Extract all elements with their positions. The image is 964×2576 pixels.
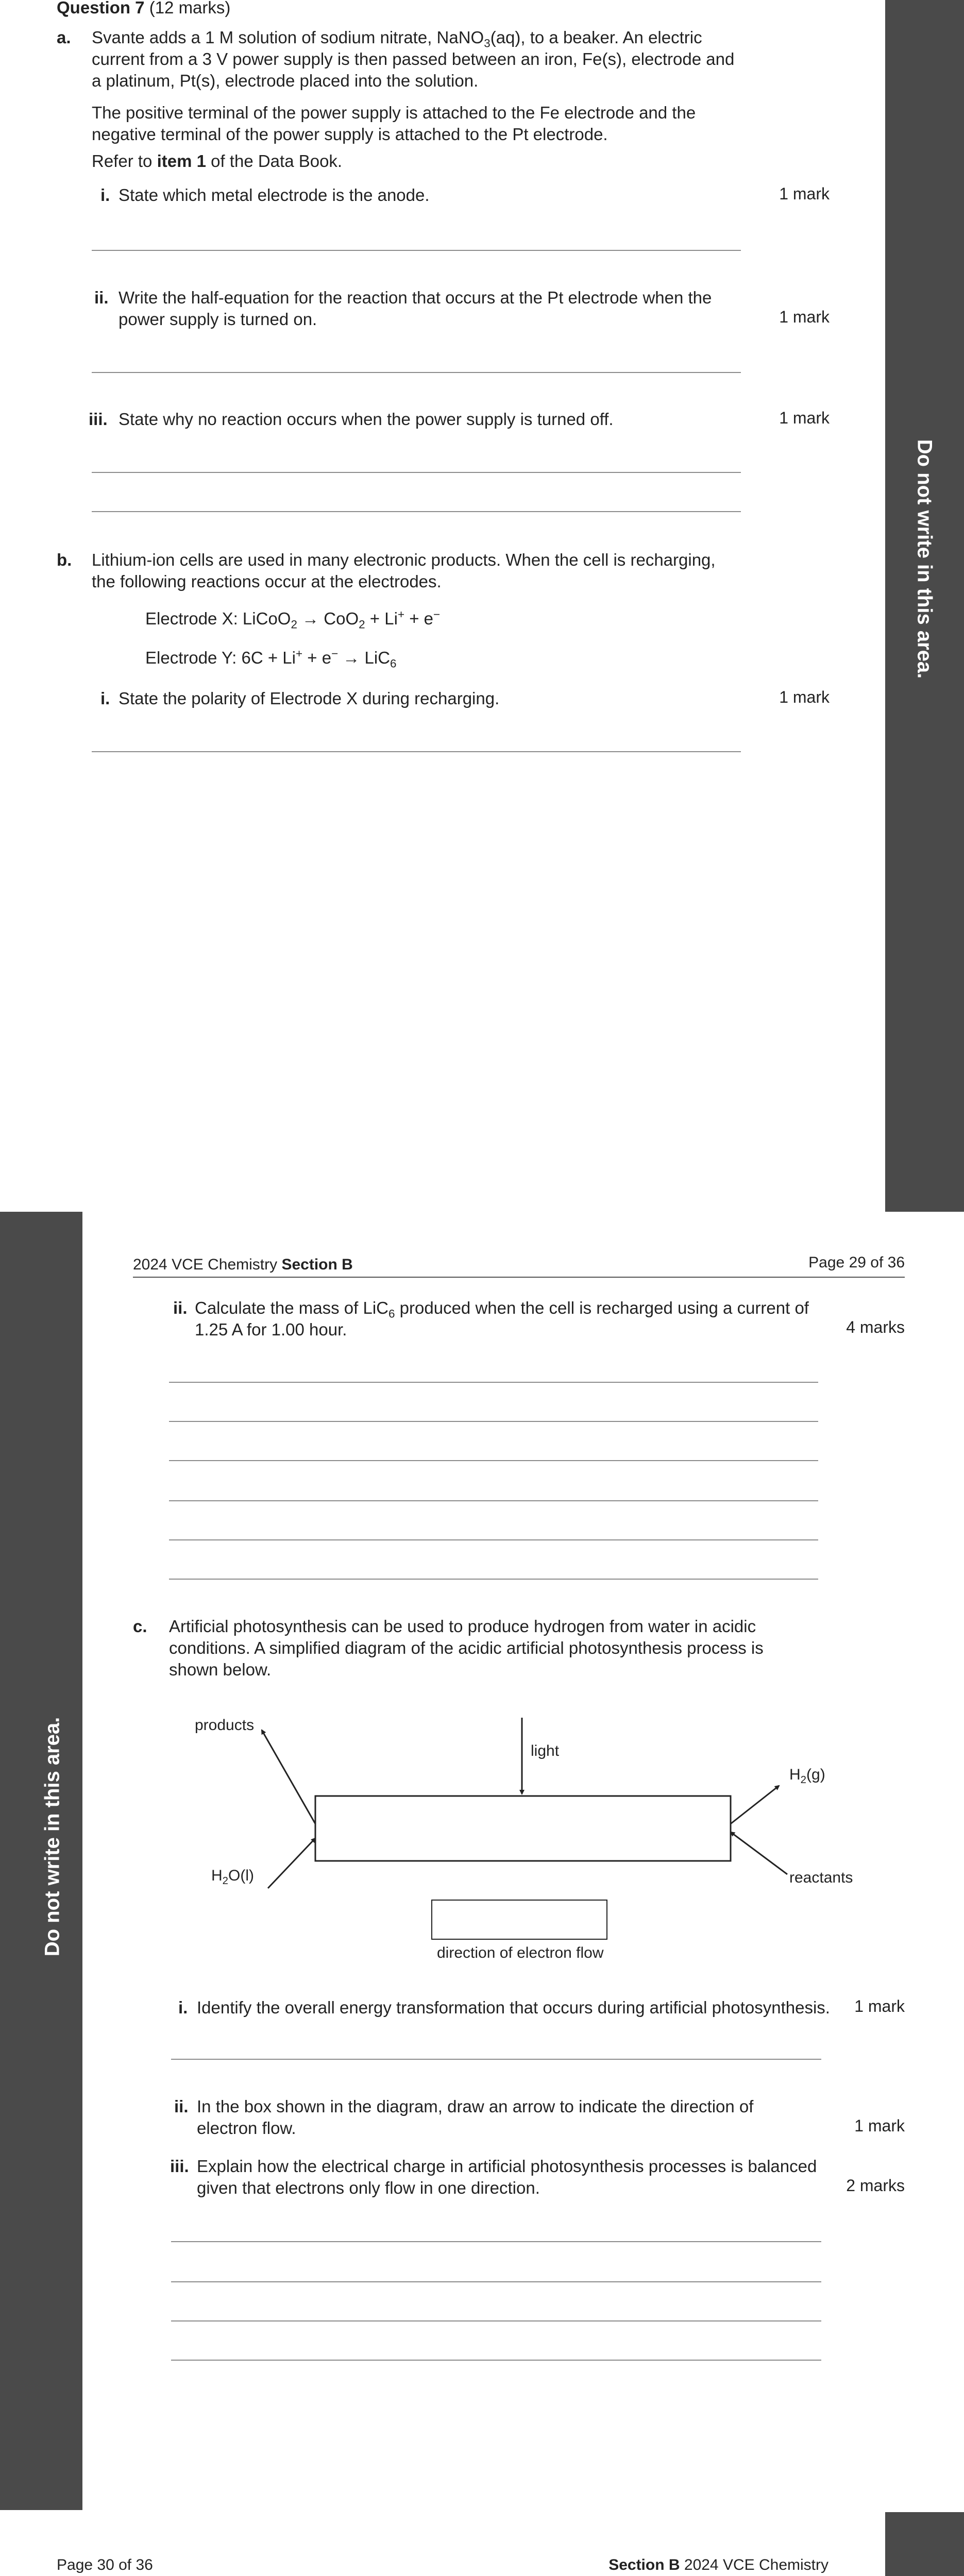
reactants-arrow [731, 1832, 787, 1874]
part-b-i-mark: 1 mark [779, 688, 830, 706]
part-b-ii-num: ii. [173, 1298, 188, 1317]
do-not-write-text-right: Do not write in this area. [913, 439, 936, 679]
part-a-i-text: State which metal electrode is the anode. [119, 185, 430, 205]
part-b-intro: Lithium-ion cells are used in many electronic products. When the cell is recharging, the following reactions occur at the electrodes. [92, 550, 716, 591]
page-footer-left: Page 30 of 36 [57, 2556, 153, 2573]
label-h2: $H_2(g)$ [789, 1766, 825, 1786]
part-c-iii-text: Explain how the electrical charge in artificial photosynthesis processes is balanced given that electrons only flow in one direction. [197, 2157, 817, 2197]
answer-line[interactable] [171, 2241, 821, 2242]
products-arrow [262, 1730, 315, 1824]
answer-line[interactable] [171, 2059, 821, 2060]
part-c-i-mark: 1 mark [854, 1997, 905, 2015]
part-a-refer: Refer to item 1 of the Data Book. [92, 151, 343, 171]
part-a-ii-text: Write the half-equation for the reaction that occurs at the Pt electrode when the power supply is turned on. [119, 288, 712, 329]
part-c-letter: c. [133, 1617, 147, 1636]
label-h2o: $H_2O(l)$ [211, 1867, 254, 1887]
part-c-ii-text: In the box shown in the diagram, draw an arrow to indicate the direction of electron flow. [197, 2097, 754, 2138]
question-marks: (12 marks) [144, 0, 231, 17]
question-title-text: Question 7 [57, 0, 145, 17]
answer-line[interactable] [171, 2360, 821, 2361]
page-footer-right: Section B 2024 VCE Chemistry [608, 2556, 828, 2573]
page-header-left: 2024 VCE Chemistry Section B [133, 1256, 353, 1273]
h2o-arrow [268, 1838, 315, 1888]
part-c-ii-mark: 1 mark [854, 2116, 905, 2135]
part-a-ii-num: ii. [94, 288, 109, 307]
page-header-right: Page 29 of 36 [808, 1254, 905, 1271]
part-a-iii-text: State why no reaction occurs when the power supply is turned off. [119, 410, 614, 429]
part-c-iii-mark: 2 marks [846, 2176, 905, 2195]
part-a-letter: a. [57, 28, 71, 47]
part-a-i-mark: 1 mark [779, 184, 830, 203]
part-a-para2: The positive terminal of the power supply is attached to the Fe electrode and the negative terminal of the power supply is attached to the Pt electrode. [92, 103, 696, 144]
label-electron-flow: direction of electron flow [437, 1944, 604, 1961]
part-c-i-text: Identify the overall energy transformation that occurs during artificial photosynthesis. [197, 1998, 830, 2017]
answer-line[interactable] [171, 2281, 821, 2282]
do-not-write-text-left: Do not write in this area. [41, 1717, 64, 1957]
part-a-ii-mark: 1 mark [779, 308, 830, 326]
part-b-i-num: i. [100, 689, 110, 708]
part-b-ii-mark: 4 marks [846, 1318, 905, 1336]
label-products: products [195, 1717, 255, 1734]
part-b-letter: b. [57, 550, 72, 569]
answer-line[interactable] [171, 2320, 821, 2321]
part-a-iii-num: iii. [89, 410, 108, 429]
electrode-x-equation: Electrode X: LiCoO$_2$ → CoO$_2$ + Li+ + e− [145, 608, 441, 631]
part-a-iii-mark: 1 mark [779, 409, 830, 427]
h2-arrow [731, 1786, 779, 1824]
part-c-intro: Artificial photosynthesis can be used to produce hydrogen from water in acidic conditions. A simplified diagram of the acidic artificial photosynthesis process is shown below. [169, 1617, 764, 1679]
do-not-write-bar-right-p3 [885, 2512, 964, 2576]
part-a-i-num: i. [100, 185, 110, 205]
part-c-iii-num: iii. [170, 2157, 189, 2176]
label-reactants: reactants [789, 1869, 853, 1886]
part-c-i-num: i. [178, 1998, 188, 2017]
electrode-y-equation: Electrode Y: 6C + Li+ + e− → LiC$_6$ [145, 647, 397, 670]
part-a-intro: Svante adds a 1 M solution of sodium nitrate, NaNO$_3$(aq), to a beaker. An electric current from a 3 V power supply is then passed between an iron, Fe(s), electrode and a platinum, Pt(s), electrode placed into the solution. [92, 28, 735, 90]
electron-flow-box[interactable] [432, 1900, 607, 1939]
part-c-ii-num: ii. [174, 2097, 189, 2116]
cell-box [315, 1796, 731, 1861]
part-b-ii-text: Calculate the mass of LiC$_6$ produced when the cell is recharged using a current of 1.25 A for 1.00 hour. [195, 1298, 809, 1339]
label-light: light [531, 1742, 560, 1759]
part-b-i-text: State the polarity of Electrode X during recharging. [119, 689, 500, 708]
